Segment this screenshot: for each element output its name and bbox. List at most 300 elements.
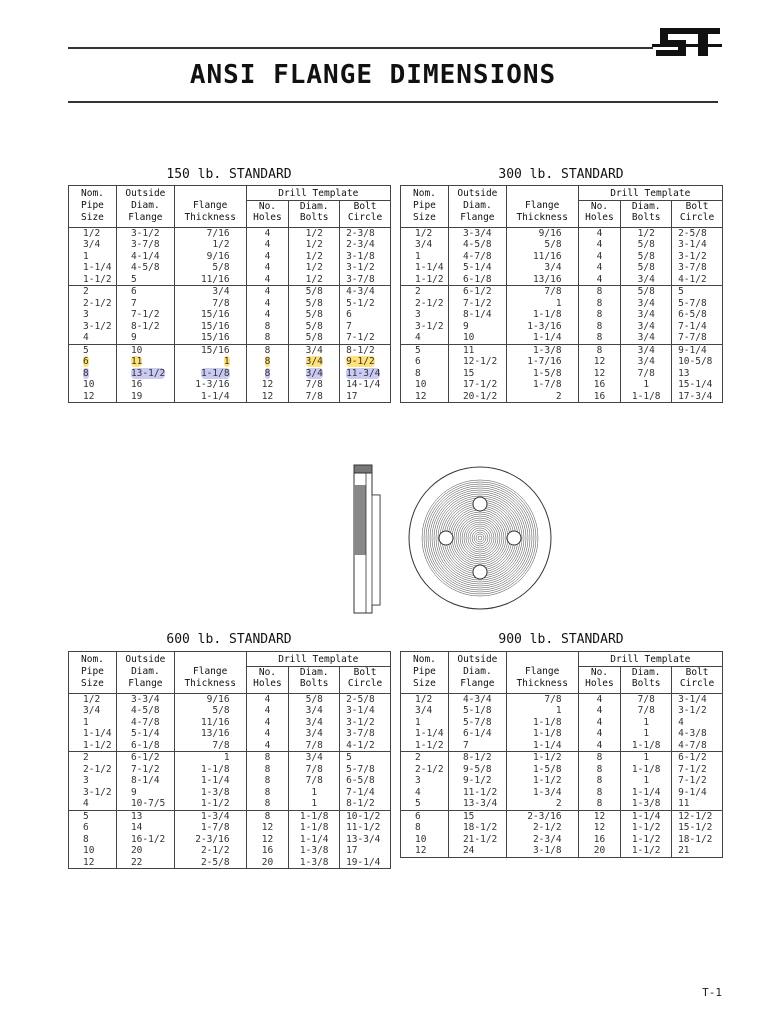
cell-value [131,391,174,403]
cell-bolts [289,752,340,811]
cell-value [678,717,722,729]
cell-value [289,740,339,752]
value-text: 1-1/8 [200,367,230,379]
cell-value [621,309,671,321]
value-text: 1-1/2 [83,739,112,751]
value-text: 1-1/8 [631,763,661,775]
value-text: 5-1/2 [346,297,375,309]
cell-size [69,286,117,345]
cell-circle [340,752,391,811]
cell-value [463,787,506,799]
value-text: 5/8 [637,286,655,297]
cell-value [175,356,230,368]
cell-value [678,834,722,846]
header-od: Flange [116,678,174,693]
header-drill-template: Drill Template [246,652,390,667]
cell-circle [340,810,391,869]
cell-value [579,286,621,298]
header-holes: Holes [578,678,621,693]
cell-value [289,787,339,799]
value-text: 8 [83,367,89,379]
cell-thick [506,344,578,403]
cell-value [507,694,562,706]
value-text: 14 [130,822,143,833]
cell-value [621,834,671,846]
value-text: 1 [555,705,562,716]
value-text: 5 [130,273,137,285]
cell-value [83,391,116,403]
flange-diagram [340,455,570,625]
cell-value [247,717,289,729]
cell-size [401,810,449,857]
value-text: 4 [83,332,89,343]
value-text: 8 [264,798,271,809]
cell-od [116,810,174,869]
value-text: 8 [415,367,421,379]
cell-value [131,694,174,706]
value-text: 7/16 [206,227,230,239]
value-text: 16-1/2 [130,833,166,845]
table-row-group [69,344,391,403]
cell-value [463,298,506,310]
value-text: 4 [596,250,603,262]
cell-value [175,752,230,764]
value-text: 16 [261,845,274,856]
cell-value [175,811,230,823]
cell-value [678,286,722,298]
header-od: Diam. [116,666,174,678]
header-nom: Nom. [81,188,104,199]
value-text: 4-3/4 [346,286,375,297]
cell-od [448,810,506,857]
cell-value [678,391,722,403]
cell-value [463,251,506,263]
value-text: 2-3/16 [195,833,230,845]
cell-value [463,822,506,834]
cell-value [621,391,671,403]
value-text: 6 [130,286,137,297]
value-text: 20-1/2 [462,390,498,402]
cell-value [346,764,390,776]
cell-value [83,728,116,740]
value-text: 10-7/5 [130,798,166,809]
cell-value [621,274,671,286]
value-text: 21-1/2 [462,833,498,845]
value-text: 3/4 [305,716,323,728]
cell-value [579,251,621,263]
cell-bolts [621,752,672,811]
value-text: 3-1/8 [532,845,562,856]
table-row-group [401,344,723,403]
header-circle: Bolt [672,666,723,678]
value-text: 7-1/2 [462,297,492,309]
cell-value [346,811,390,823]
value-text: 1 [415,716,421,728]
value-text: 12 [261,833,274,845]
value-text: 8 [264,320,271,332]
cell-holes [578,227,621,286]
cell-value [621,798,671,810]
cell-value [247,345,289,357]
value-text: 11/16 [200,716,230,728]
value-text: 1-1/2 [415,273,444,285]
value-text: 1 [555,297,562,309]
cell-value [415,239,448,251]
value-text: 5/8 [305,693,323,705]
cell-holes [578,752,621,811]
cell-od [116,286,174,345]
value-text: 15 [462,367,475,379]
cell-value [579,798,621,810]
value-text: 3/4 [305,356,323,367]
value-text: 16 [593,390,606,402]
value-text: 7/8 [544,693,562,705]
value-text: 5 [346,752,352,763]
header-od: Outside [448,652,506,667]
cell-value [678,345,722,357]
cell-value [247,356,289,368]
value-text: 4 [596,739,603,751]
cell-value [175,845,230,857]
cell-value [463,752,506,764]
cell-circle [340,693,391,752]
cell-value [247,228,289,240]
cell-value [415,834,448,846]
header-bolts: Bolts [621,678,672,693]
value-text: 11/16 [200,273,230,285]
value-text: 1-1/4 [532,739,562,751]
value-text: 2-1/2 [415,763,444,775]
value-text: 7-1/2 [346,332,375,343]
cell-value [415,345,448,357]
value-text: 1/2 [415,227,433,239]
cell-value [247,286,289,298]
value-text: 8 [264,367,271,379]
value-text: 4-3/4 [462,693,492,705]
cell-value [678,798,722,810]
cell-value [621,332,671,344]
value-text: 9-1/2 [462,775,492,786]
header-holes: No. [578,200,621,212]
cell-value [507,728,562,740]
cell-value [579,391,621,403]
value-text: 3/4 [83,705,101,716]
header-nom: Size [69,212,117,227]
value-text: 5/8 [305,332,323,343]
value-text: 10 [83,845,95,856]
table-title-900: 900 lb. STANDARD [498,632,624,647]
cell-value [507,391,562,403]
cell-value [463,728,506,740]
cell-value [175,834,230,846]
value-text: 10 [415,379,427,390]
cell-bolts [289,693,340,752]
value-text: 10 [415,833,427,845]
table-title-300: 300 lb. STANDARD [498,167,624,182]
cell-value [289,309,339,321]
flange-face-view [409,467,551,609]
header-circle: Circle [340,678,391,693]
value-text: 1 [643,752,650,763]
cell-value [346,728,390,740]
table-row-group [69,227,391,286]
cell-value [247,251,289,263]
cell-value [579,694,621,706]
cell-circle [672,752,723,811]
cell-value [621,694,671,706]
flange-table-900 [400,651,723,858]
cell-holes [246,344,289,403]
value-text: 3-1/4 [346,705,375,716]
cell-value [463,262,506,274]
cell-value [346,251,390,263]
page-number: T-1 [702,986,722,999]
value-text: 2-1/2 [415,297,444,309]
header-bolts: Bolts [289,212,340,227]
cell-value [131,298,174,310]
cell-value [415,286,448,298]
cell-value [621,298,671,310]
value-text: 5-1/4 [130,728,160,739]
header-circle: Bolt [340,200,391,212]
value-text: 5/8 [637,239,655,250]
cell-circle [340,344,391,403]
value-text: 7/8 [637,367,655,379]
cell-od [116,752,174,811]
cell-value [175,728,230,740]
value-text: 2-1/2 [83,763,112,775]
cell-value [289,321,339,333]
value-text: 3/4 [212,286,230,297]
cell-value [463,286,506,298]
cell-value [346,705,390,717]
cell-holes [246,227,289,286]
cell-value [621,775,671,787]
cell-value [175,286,230,298]
header-bolts: Diam. [621,200,672,212]
value-text: 1-1/2 [532,775,562,786]
value-text: 1/2 [415,693,433,705]
value-text: 8 [264,763,271,775]
header-thickness [174,652,246,667]
cell-value [175,368,230,380]
cell-thick [506,810,578,857]
cell-size [401,286,449,345]
cell-value [247,705,289,717]
cell-value [621,262,671,274]
cell-value [415,728,448,740]
value-text: 19 [130,390,143,402]
value-text: 7-1/2 [678,763,707,775]
cell-value [678,356,722,368]
cell-value [621,728,671,740]
value-text: 4 [264,227,271,239]
value-text: 11 [678,798,690,809]
value-text: 8 [596,752,603,763]
cell-value [131,309,174,321]
cell-value [131,321,174,333]
value-text: 21 [678,845,690,856]
cell-value [346,321,390,333]
cell-value [247,857,289,869]
cell-value [175,764,230,776]
value-text: 17-1/2 [462,379,498,390]
value-text: 8 [264,344,271,356]
value-text: 1/2 [83,693,101,705]
header-thickness [506,186,578,201]
cell-value [131,857,174,869]
cell-value [579,775,621,787]
header-thickness: Flange [506,666,578,678]
header-od: Diam. [448,666,506,678]
cell-value [289,775,339,787]
cell-value [83,705,116,717]
cell-value [678,811,722,823]
cell-value [289,764,339,776]
cell-value [346,228,390,240]
value-text: 5-7/8 [462,716,492,728]
cell-value [415,798,448,810]
cell-holes [246,286,289,345]
cell-value [175,262,230,274]
value-text: 13/16 [200,728,230,739]
cell-thick [506,227,578,286]
cell-value [131,728,174,740]
value-text: 3 [83,775,89,786]
cell-value [131,834,174,846]
value-text: 8 [596,286,603,297]
cell-value [621,239,671,251]
value-text: 3/4 [637,344,655,356]
cell-holes [246,693,289,752]
value-text: 2-1/2 [532,822,562,833]
cell-value [247,728,289,740]
cell-value [678,845,722,857]
cell-value [621,811,671,823]
value-text: 8 [596,309,603,320]
cell-value [507,345,562,357]
cell-value [131,752,174,764]
cell-value [579,228,621,240]
value-text: 8-1/2 [346,344,375,356]
cell-value [83,321,116,333]
cell-value [579,705,621,717]
value-text: 2-3/4 [346,239,375,250]
value-text: 2-1/2 [200,845,230,856]
cell-value [83,298,116,310]
value-text: 7/8 [305,763,323,775]
value-text: 2 [555,798,562,809]
value-text: 11-3/4 [346,367,381,379]
cell-value [247,368,289,380]
cell-value [415,274,448,286]
cell-value [507,228,562,240]
value-text: 9 [130,332,137,343]
cell-value [463,345,506,357]
header-thickness [174,186,246,201]
cell-value [463,740,506,752]
cell-value [621,705,671,717]
value-text: 3-3/4 [130,693,160,705]
cell-value [83,740,116,752]
header-circle: Bolt [672,200,723,212]
cell-value [346,798,390,810]
value-text: 7-1/4 [346,786,375,798]
cell-size [401,344,449,403]
value-text: 1-1/4 [532,332,562,343]
value-text: 7-1/4 [678,320,707,332]
cell-thick [174,227,246,286]
cell-value [621,845,671,857]
cell-circle [672,344,723,403]
cell-value [579,379,621,391]
cell-value [678,332,722,344]
cell-value [507,834,562,846]
flange-section-view [354,465,380,613]
cell-value [415,694,448,706]
cell-value [415,321,448,333]
cell-holes [578,810,621,857]
value-text: 1-7/8 [200,822,230,833]
cell-value [83,787,116,799]
cell-holes [578,344,621,403]
cell-value [175,822,230,834]
table-row-group [69,752,391,811]
value-text: 4 [264,262,271,273]
value-text: 17 [346,390,358,402]
value-text: 8 [415,822,421,833]
cell-value [415,356,448,368]
header-nom: Size [401,212,449,227]
value-text: 1-1/4 [83,728,112,739]
value-text: 15 [462,810,475,822]
value-text: 8 [264,332,271,343]
value-text: 7/8 [305,390,323,402]
cell-value [507,764,562,776]
value-text: 19-1/4 [346,856,381,868]
value-text: 1 [643,716,650,728]
value-text: 1-1/4 [415,262,444,273]
cell-thick [506,286,578,345]
value-text: 2-3/8 [346,227,375,239]
value-text: 7-1/2 [678,775,707,786]
value-text: 5/8 [637,250,655,262]
cell-value [289,332,339,344]
value-text: 3-1/4 [678,239,707,250]
cell-value [346,239,390,251]
cell-value [579,274,621,286]
value-text: 4-7/8 [130,716,160,728]
value-text: 12 [593,810,606,822]
cell-value [289,356,339,368]
cell-value [678,379,722,391]
value-text: 1-1/4 [83,262,112,273]
value-text: 2-1/2 [83,297,112,309]
value-text: 12 [83,856,95,868]
cell-value [175,379,230,391]
value-text: 3/4 [305,752,323,763]
value-text: 6-1/2 [678,752,707,763]
cell-value [247,274,289,286]
value-text: 12 [261,822,274,833]
cell-value [579,262,621,274]
cell-value [83,286,116,298]
value-text: 5/8 [212,705,230,716]
cell-value [415,309,448,321]
value-text: 2 [415,752,421,763]
value-text: 7/8 [305,379,323,390]
cell-thick [174,344,246,403]
